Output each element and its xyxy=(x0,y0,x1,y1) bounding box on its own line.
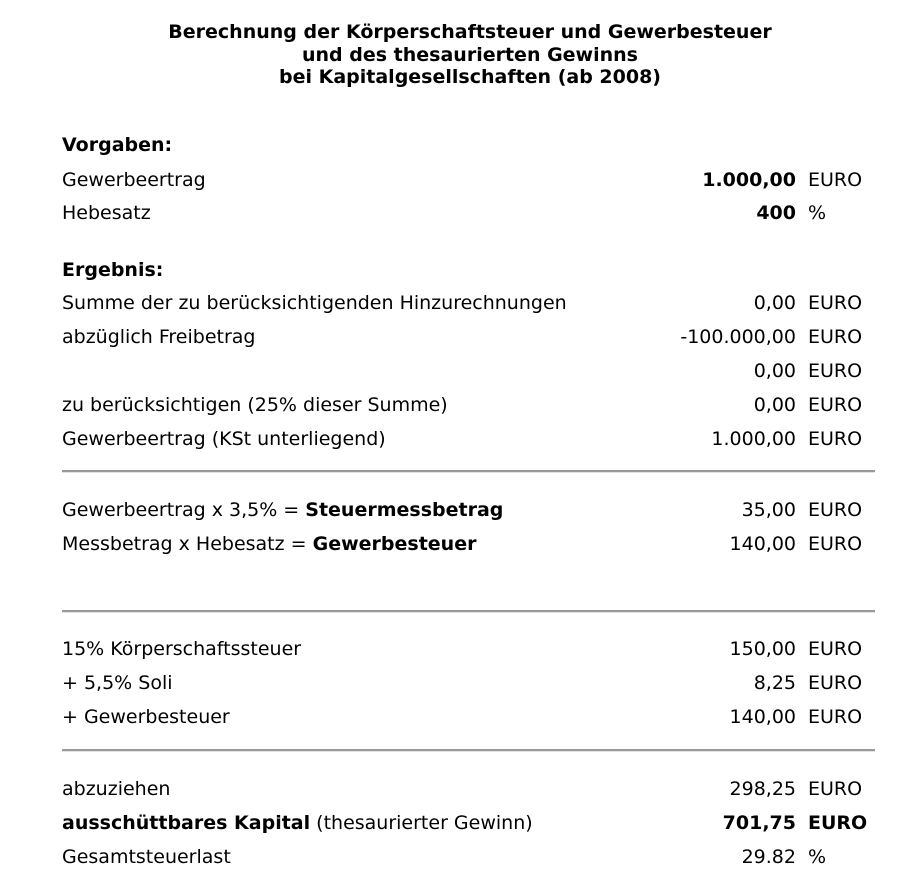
row-value: 0,00 xyxy=(753,394,796,416)
row-value: 0,00 xyxy=(753,360,796,382)
row-value: 150,00 xyxy=(729,638,796,660)
row-label xyxy=(62,527,476,561)
label-bold: ausschüttbares Kapital xyxy=(62,812,311,834)
row-unit: % xyxy=(808,202,827,224)
row-unit: EURO xyxy=(808,672,863,694)
title-line: Berechnung der Körperschaftsteuer und Gewerbesteuer xyxy=(168,21,772,43)
row-label: abzuziehen xyxy=(62,778,171,800)
row-label: + 5,5% Soli xyxy=(62,672,173,694)
steuermessbetrag-row xyxy=(62,493,882,527)
row-value: 35,00 xyxy=(741,499,796,521)
label-prefix: Gewerbeertrag x 3,5% = xyxy=(62,499,306,521)
row-unit: EURO xyxy=(808,428,863,450)
row-label: Gewerbeertrag (KSt unterliegend) xyxy=(62,428,386,450)
row-value: 400 xyxy=(756,202,796,224)
steuer-row xyxy=(62,700,882,734)
row-label xyxy=(62,493,503,527)
row-unit: EURO xyxy=(808,169,863,191)
row-label: Gesamtsteuerlast xyxy=(62,846,231,868)
row-value: 1.000,00 xyxy=(702,169,796,191)
row-value: 0,00 xyxy=(753,292,796,314)
row-unit: EURO xyxy=(808,360,863,382)
row-value: 140,00 xyxy=(729,706,796,728)
ergebnis-heading xyxy=(62,253,882,287)
row-label: + Gewerbesteuer xyxy=(62,706,230,728)
row-label: abzüglich Freibetrag xyxy=(62,326,256,348)
row-unit: EURO xyxy=(808,638,863,660)
ergebnis-row xyxy=(62,388,882,422)
row-unit: EURO xyxy=(808,812,868,834)
row-unit: EURO xyxy=(808,394,863,416)
row-label xyxy=(62,806,533,840)
row-unit: % xyxy=(808,846,827,868)
row-value: 29.82 xyxy=(741,846,796,868)
row-label: zu berücksichtigen (25% dieser Summe) xyxy=(62,394,448,416)
ergebnis-row xyxy=(62,422,882,456)
row-value: -100.000,00 xyxy=(680,326,796,348)
label-bold: Steuermessbetrag xyxy=(305,499,504,521)
row-value: 298,25 xyxy=(729,778,796,800)
section-heading: Vorgaben: xyxy=(62,134,173,156)
row-label: Summe der zu berücksichtigenden Hinzurechnungen xyxy=(62,292,567,314)
gewerbesteuer-row xyxy=(62,527,882,561)
ergebnis-row xyxy=(62,320,882,354)
title-line: bei Kapitalgesellschaften (ab 2008) xyxy=(279,66,661,88)
row-label: 15% Körperschaftssteuer xyxy=(62,638,302,660)
gesamtsteuerlast-row xyxy=(62,840,882,874)
row-label: Hebesatz xyxy=(62,202,151,224)
row-unit: EURO xyxy=(808,778,863,800)
page-title xyxy=(0,21,910,89)
steuer-row xyxy=(62,666,882,700)
row-value: 8,25 xyxy=(753,672,796,694)
divider xyxy=(62,749,875,752)
row-unit: EURO xyxy=(808,326,863,348)
abzuziehen-row xyxy=(62,772,882,806)
section-heading: Ergebnis: xyxy=(62,259,164,281)
title-line: und des thesaurierten Gewinns xyxy=(302,43,638,66)
label-prefix: Messbetrag x Hebesatz = xyxy=(62,533,313,555)
row-value: 1.000,00 xyxy=(711,428,796,450)
row-unit: EURO xyxy=(808,533,863,555)
hebesatz-row xyxy=(62,196,882,230)
steuer-row xyxy=(62,632,882,666)
ergebnis-row xyxy=(62,354,882,388)
row-unit: EURO xyxy=(808,292,863,314)
label-bold: Gewerbesteuer xyxy=(312,533,477,555)
row-label: Gewerbeertrag xyxy=(62,169,206,191)
vorgaben-heading xyxy=(62,128,882,162)
row-value: 701,75 xyxy=(722,812,796,834)
divider xyxy=(62,470,875,473)
ergebnis-row xyxy=(62,286,882,320)
divider xyxy=(62,610,875,613)
row-unit: EURO xyxy=(808,499,863,521)
kapital-row xyxy=(62,806,882,840)
label-rest: (thesaurierter Gewinn) xyxy=(310,812,533,834)
gewerbeertrag-row xyxy=(62,163,882,197)
row-unit: EURO xyxy=(808,706,863,728)
row-value: 140,00 xyxy=(729,533,796,555)
